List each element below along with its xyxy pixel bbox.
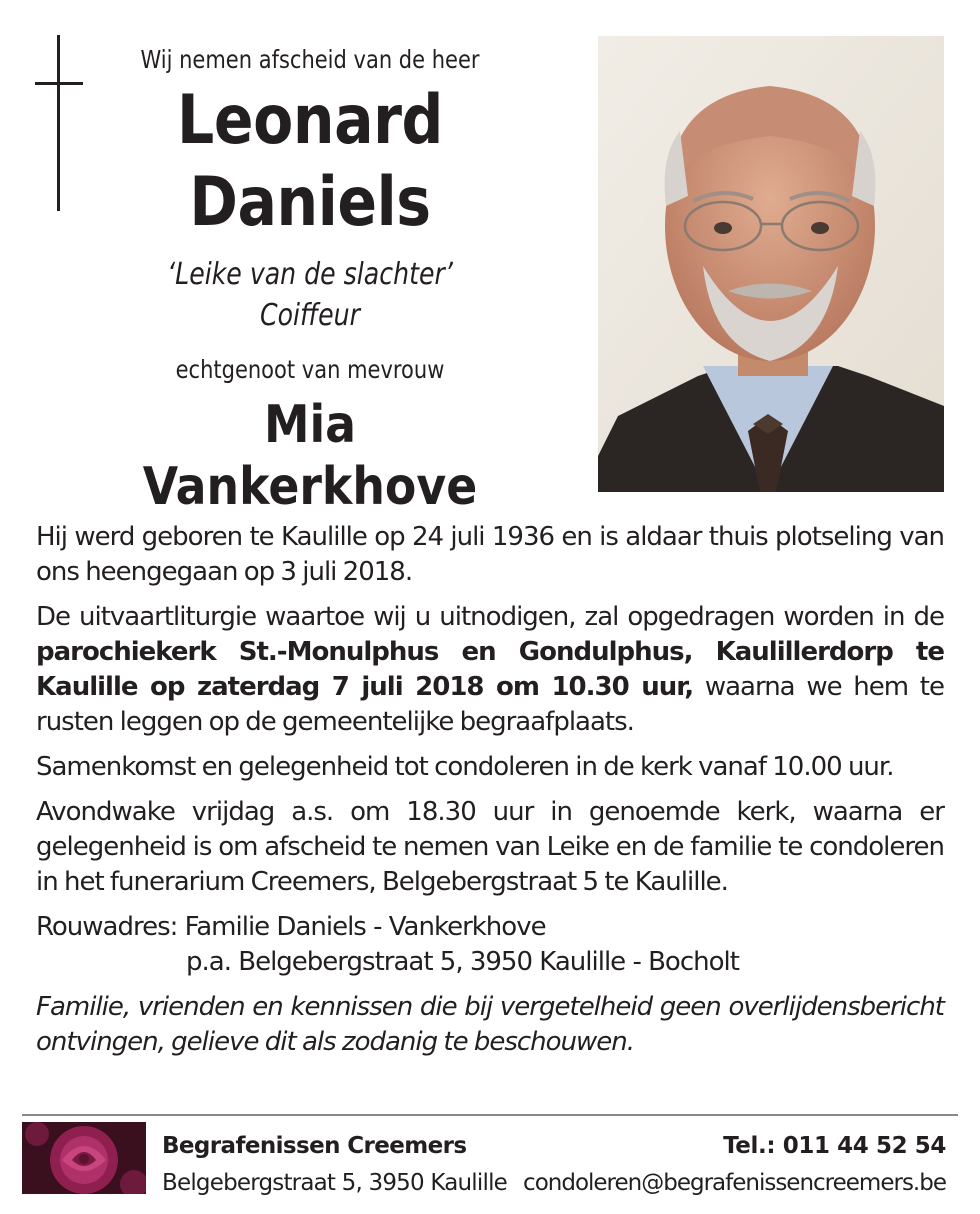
- notice-header: [60, 40, 560, 518]
- funeral-home-email: condoleren@begrafenissencreemers.be: [523, 1170, 946, 1196]
- funeral-end: waarna we hem te rusten leggen op de gemeentelijke begraafplaats.: [36, 672, 945, 737]
- nickname: ‘Leike van de slachter’: [167, 257, 453, 292]
- profession: Coiffeur: [259, 298, 361, 333]
- notice-body: [36, 520, 944, 1070]
- mourning-address-line2: p.a. Belgebergstraat 5, 3950 Kaulille - Bocholt: [186, 947, 739, 977]
- funeral-paragraph: [36, 600, 944, 740]
- gathering-paragraph: Samenkomst en gelegenheid tot condoleren in de kerk vanaf 10.00 uur.: [36, 752, 894, 782]
- spouse-intro: echtgenoot van mevrouw: [175, 355, 445, 384]
- closing-note: Familie, vrienden en kennissen die bij vergetelheid geen overlijdensbericht ontvingen, gelieve dit als zodanig te beschouwen.: [36, 992, 944, 1057]
- wake-paragraph: Avondwake vrijdag a.s. om 18.30 uur in genoemde kerk, waarna er gelegenheid is om afscheid te nemen van Leike en de familie te condoleren in het funerarium Creemers, Belgebergstraat 5 te Kaulille.: [36, 797, 944, 897]
- spouse-name: Mia Vankerkhove: [142, 395, 478, 517]
- rose-image: [22, 1122, 146, 1194]
- funeral-location-time: parochiekerk St.-Monulphus en Gondulphus, Kaulillerdorp te Kaulille op zaterdag 7 juli 2018 om 10.30 uur,: [36, 637, 944, 702]
- funeral-home-address: Belgebergstraat 5, 3950 Kaulille: [162, 1170, 508, 1196]
- footer-divider: [22, 1114, 958, 1116]
- intro-text: Wij nemen afscheid van de heer: [140, 45, 480, 74]
- birth-death-paragraph: Hij werd geboren te Kaulille op 24 juli 1936 en is aldaar thuis plotseling van ons heengegaan op 3 juli 2018.: [36, 522, 944, 587]
- funeral-home-name: Begrafenissen Creemers: [162, 1133, 467, 1159]
- funeral-home-phone: Tel.: 011 44 52 54: [723, 1133, 946, 1159]
- deceased-last-name: Daniels: [189, 163, 431, 242]
- portrait-photo: [598, 36, 944, 492]
- mourning-address-line1: Rouwadres: Familie Daniels - Vankerkhove: [36, 912, 546, 942]
- deceased-first-name: Leonard: [177, 81, 443, 160]
- funeral-intro: De uitvaartliturgie waartoe wij u uitnodigen, zal opgedragen worden in de: [36, 602, 944, 632]
